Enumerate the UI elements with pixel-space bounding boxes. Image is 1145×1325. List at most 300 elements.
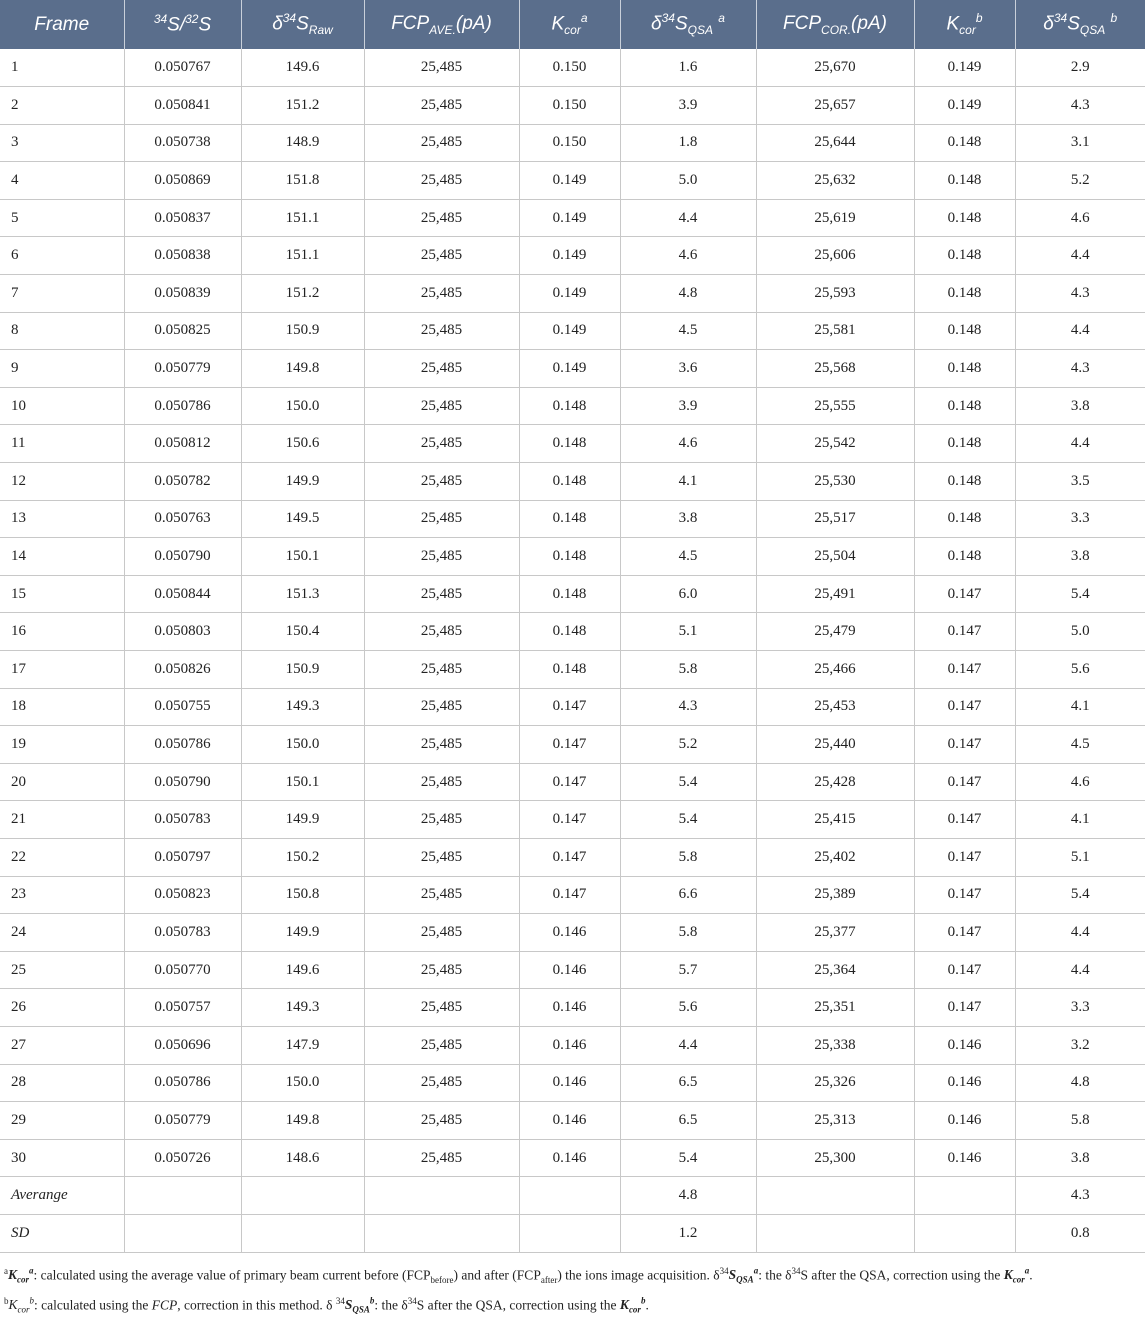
table-cell: 0.050823: [124, 876, 241, 914]
table-cell: 22: [0, 838, 124, 876]
table-cell: 4.4: [1015, 914, 1145, 952]
table-cell: 0.147: [519, 726, 620, 764]
table-cell: 151.1: [241, 199, 364, 237]
table-cell: 0.050790: [124, 538, 241, 576]
table-cell: 0.050803: [124, 613, 241, 651]
table-cell: 151.8: [241, 162, 364, 200]
table-cell: 5.6: [620, 989, 756, 1027]
table-cell: 25,485: [364, 87, 519, 125]
table-cell: 11: [0, 425, 124, 463]
table-cell: 149.5: [241, 500, 364, 538]
table-cell: 0.148: [914, 237, 1015, 275]
table-cell: 7: [0, 275, 124, 313]
table-cell: 4.5: [1015, 726, 1145, 764]
table-cell: 150.2: [241, 838, 364, 876]
table-cell: 4.5: [620, 312, 756, 350]
table-cell: 25,485: [364, 312, 519, 350]
table-cell: 25,389: [756, 876, 914, 914]
table-cell: 0.148: [519, 538, 620, 576]
table-cell: 0.149: [519, 199, 620, 237]
table-cell: 25,485: [364, 914, 519, 952]
table-row: [0, 538, 1145, 576]
table-cell: 25,485: [364, 162, 519, 200]
table-cell: 25,485: [364, 876, 519, 914]
table-cell: 0.148: [914, 312, 1015, 350]
table-row: [0, 312, 1145, 350]
table-cell: [241, 1214, 364, 1252]
table-cell: 148.9: [241, 124, 364, 162]
table-cell: 16: [0, 613, 124, 651]
table-cell: 0.147: [914, 651, 1015, 689]
table-cell: 0.148: [519, 463, 620, 501]
table-row: [0, 838, 1145, 876]
table-cell: 4.4: [620, 1026, 756, 1064]
table-cell: 149.6: [241, 951, 364, 989]
table-cell: 0.147: [519, 801, 620, 839]
table-cell: 5.1: [620, 613, 756, 651]
table-row: [0, 876, 1145, 914]
table-cell: 25,657: [756, 87, 914, 125]
table-cell: 3.8: [1015, 1139, 1145, 1177]
table-cell: 0.050797: [124, 838, 241, 876]
table-cell: 0.147: [519, 838, 620, 876]
table-cell: [364, 1214, 519, 1252]
table-cell: 150.0: [241, 1064, 364, 1102]
table-cell: 2.9: [1015, 49, 1145, 87]
table-cell: 0.050770: [124, 951, 241, 989]
table-cell: 149.6: [241, 49, 364, 87]
header-row: [0, 0, 1145, 49]
table-row: [0, 162, 1145, 200]
table-cell: 0.149: [519, 312, 620, 350]
table-cell: 0.050757: [124, 989, 241, 1027]
table-row: [0, 1102, 1145, 1140]
table-cell: 25,485: [364, 1026, 519, 1064]
table-cell: [756, 1177, 914, 1215]
table-cell: 3.2: [1015, 1026, 1145, 1064]
table-cell: 4: [0, 162, 124, 200]
table-cell: [914, 1214, 1015, 1252]
table-cell: 1.6: [620, 49, 756, 87]
table-cell: [241, 1177, 364, 1215]
table-cell: 5.4: [620, 801, 756, 839]
table-cell: 0.148: [914, 463, 1015, 501]
table-cell: 0.146: [519, 951, 620, 989]
table-cell: 4.3: [1015, 1177, 1145, 1215]
table-row: [0, 350, 1145, 388]
table-cell: 4.8: [620, 1177, 756, 1215]
table-cell: 150.4: [241, 613, 364, 651]
table-cell: 0.146: [519, 1102, 620, 1140]
table-cell: 15: [0, 575, 124, 613]
header-fcp-ave: $FCP_{AVE.}(pA)$: [364, 0, 519, 49]
table-row: [0, 801, 1145, 839]
table-cell: 150.0: [241, 726, 364, 764]
header-d34s-raw: $\delta^{34}S_{Raw}$: [241, 0, 364, 49]
table-row: [0, 87, 1145, 125]
table-cell: 25,485: [364, 237, 519, 275]
table-cell: 25,466: [756, 651, 914, 689]
table-cell: 0.147: [914, 801, 1015, 839]
table-cell: 0.050838: [124, 237, 241, 275]
table-cell: 0.050825: [124, 312, 241, 350]
table-cell: 25,402: [756, 838, 914, 876]
table-cell: 4.3: [1015, 87, 1145, 125]
table-cell: 6: [0, 237, 124, 275]
header-kcor-b: $K_{cor}^b$: [914, 0, 1015, 49]
table-cell: 0.146: [519, 914, 620, 952]
table-cell: 0.149: [914, 87, 1015, 125]
table-cell: 0.146: [519, 1064, 620, 1102]
table-row: [0, 951, 1145, 989]
table-cell: 3.3: [1015, 989, 1145, 1027]
table-cell: 150.1: [241, 538, 364, 576]
table-cell: 4.6: [1015, 763, 1145, 801]
table-cell: 6.6: [620, 876, 756, 914]
table-cell: 150.8: [241, 876, 364, 914]
table-cell: 5.0: [620, 162, 756, 200]
table-cell: 25,313: [756, 1102, 914, 1140]
header-fcp-cor: $FCP_{COR.}(pA)$: [756, 0, 914, 49]
table-cell: 25,632: [756, 162, 914, 200]
table-cell: 9: [0, 350, 124, 388]
table-cell: 25,530: [756, 463, 914, 501]
table-cell: 3.1: [1015, 124, 1145, 162]
table-cell: 0.050837: [124, 199, 241, 237]
table-body: [0, 49, 1145, 1252]
table-cell: 25,485: [364, 763, 519, 801]
table-cell: 0.050783: [124, 914, 241, 952]
table-cell: 0.149: [914, 49, 1015, 87]
table-cell: 3.9: [620, 87, 756, 125]
table-cell: 3.8: [1015, 387, 1145, 425]
table-cell: 14: [0, 538, 124, 576]
table-cell: 0.147: [914, 838, 1015, 876]
table-cell: 25,485: [364, 1139, 519, 1177]
table-cell: 150.0: [241, 387, 364, 425]
table-cell: 0.149: [519, 237, 620, 275]
table-cell: 0.147: [914, 726, 1015, 764]
table-cell: 5.8: [620, 651, 756, 689]
table-cell: 0.148: [519, 387, 620, 425]
table-cell: 0.147: [914, 688, 1015, 726]
table-cell: 13: [0, 500, 124, 538]
table-cell: 4.3: [1015, 275, 1145, 313]
table-cell: 6.5: [620, 1064, 756, 1102]
table-cell: 25,485: [364, 838, 519, 876]
table-cell: 4.4: [1015, 425, 1145, 463]
table-cell: 25,351: [756, 989, 914, 1027]
table-cell: [364, 1177, 519, 1215]
table-row: [0, 500, 1145, 538]
table-cell: 0.148: [914, 387, 1015, 425]
table-cell: 30: [0, 1139, 124, 1177]
table-cell: 150.6: [241, 425, 364, 463]
table-cell: 4.4: [1015, 951, 1145, 989]
table-cell: [124, 1177, 241, 1215]
table-cell: 149.8: [241, 350, 364, 388]
table-cell: 5.4: [620, 763, 756, 801]
table-cell: 0.147: [519, 688, 620, 726]
table-cell: 25,485: [364, 801, 519, 839]
table-cell: 0.050779: [124, 350, 241, 388]
table-cell: 4.6: [620, 425, 756, 463]
table-cell: 0.148: [914, 124, 1015, 162]
table-cell: [124, 1214, 241, 1252]
table-cell: 4.3: [620, 688, 756, 726]
table-cell: 4.6: [1015, 199, 1145, 237]
table-cell: 0.050755: [124, 688, 241, 726]
table-cell: 5.4: [1015, 575, 1145, 613]
table-cell: 4.4: [1015, 312, 1145, 350]
table-cell: 0.147: [914, 914, 1015, 952]
table-cell: 151.2: [241, 275, 364, 313]
table-cell: 0.149: [519, 275, 620, 313]
table-cell: 3.3: [1015, 500, 1145, 538]
table-cell: 4.8: [1015, 1064, 1145, 1102]
table-cell: 29: [0, 1102, 124, 1140]
table-cell: 0.050767: [124, 49, 241, 87]
table-row: [0, 275, 1145, 313]
table-cell: 17: [0, 651, 124, 689]
table-cell: 150.9: [241, 312, 364, 350]
table-row: [0, 425, 1145, 463]
table-cell: 25,428: [756, 763, 914, 801]
table-row: [0, 688, 1145, 726]
table-cell: 0.050844: [124, 575, 241, 613]
table-cell: 25,670: [756, 49, 914, 87]
table-row: [0, 1139, 1145, 1177]
table-row: [0, 914, 1145, 952]
table-cell: 25,485: [364, 651, 519, 689]
table-cell: 25,485: [364, 463, 519, 501]
table-row: [0, 613, 1145, 651]
table-cell: 25,479: [756, 613, 914, 651]
table-cell: 25,619: [756, 199, 914, 237]
table-cell: SD: [0, 1214, 124, 1252]
table-cell: 25,581: [756, 312, 914, 350]
table-cell: 5.1: [1015, 838, 1145, 876]
table-cell: 0.050826: [124, 651, 241, 689]
table-cell: 3.8: [1015, 538, 1145, 576]
table-cell: 5.8: [1015, 1102, 1145, 1140]
table-cell: 25,555: [756, 387, 914, 425]
header-ratio: $^{34}$S/$^{32}$S: [124, 0, 241, 49]
table-cell: 149.8: [241, 1102, 364, 1140]
table-cell: 25,326: [756, 1064, 914, 1102]
table-cell: 1.8: [620, 124, 756, 162]
table-cell: 25,504: [756, 538, 914, 576]
table-cell: 0.149: [519, 162, 620, 200]
table-cell: 25,485: [364, 275, 519, 313]
table-cell: 0.148: [914, 350, 1015, 388]
table-cell: 1.2: [620, 1214, 756, 1252]
table-cell: 0.148: [519, 500, 620, 538]
table-cell: 3: [0, 124, 124, 162]
table-cell: 0.148: [519, 613, 620, 651]
table-cell: 0.050786: [124, 1064, 241, 1102]
table-cell: [914, 1177, 1015, 1215]
table-cell: 150.9: [241, 651, 364, 689]
table-cell: 151.3: [241, 575, 364, 613]
table-cell: 25,491: [756, 575, 914, 613]
table-cell: 25,485: [364, 1064, 519, 1102]
table-cell: 0.050839: [124, 275, 241, 313]
table-cell: 0.050790: [124, 763, 241, 801]
table-cell: 0.148: [914, 425, 1015, 463]
header-d34s-qsa-b: $\delta^{34}S_{QSA}$ $^b$: [1015, 0, 1145, 49]
table-cell: 25,485: [364, 613, 519, 651]
table-cell: 149.9: [241, 463, 364, 501]
table-cell: 150.1: [241, 763, 364, 801]
table-cell: 3.5: [1015, 463, 1145, 501]
table-cell: 12: [0, 463, 124, 501]
table-cell: 0.148: [914, 500, 1015, 538]
table-row: [0, 726, 1145, 764]
table-cell: 25,593: [756, 275, 914, 313]
table-cell: 5.8: [620, 838, 756, 876]
table-cell: 25,542: [756, 425, 914, 463]
table-cell: 25,485: [364, 951, 519, 989]
table-cell: 151.2: [241, 87, 364, 125]
table-cell: 25,485: [364, 538, 519, 576]
header-kcor-a: $K_{cor}^a$: [519, 0, 620, 49]
table-cell: 4.3: [1015, 350, 1145, 388]
table-cell: 0.8: [1015, 1214, 1145, 1252]
table-cell: 5.7: [620, 951, 756, 989]
table-cell: 0.148: [519, 425, 620, 463]
table-row: [0, 651, 1145, 689]
table-cell: 149.9: [241, 801, 364, 839]
table-cell: [519, 1177, 620, 1215]
table-row: [0, 124, 1145, 162]
table-cell: 0.147: [914, 763, 1015, 801]
header-d34s-qsa-a: $\delta^{34}S_{QSA}$ $^a$: [620, 0, 756, 49]
table-cell: 25,568: [756, 350, 914, 388]
table-cell: 25,517: [756, 500, 914, 538]
table-cell: 0.148: [914, 162, 1015, 200]
table-cell: 25,485: [364, 124, 519, 162]
table-cell: 25,485: [364, 425, 519, 463]
footnote-b: $^bK_{cor}^b$: calculated using the FCP, correction in this method. δ $^{34}S_{QSA}^b$: the $\delta^{34}S$ after the QSA, correction using the $K_{cor}^b$.: [4, 1295, 649, 1315]
table-cell: [519, 1214, 620, 1252]
table-cell: 3.9: [620, 387, 756, 425]
table-cell: 0.050783: [124, 801, 241, 839]
table-cell: 0.050726: [124, 1139, 241, 1177]
table-cell: 5.4: [620, 1139, 756, 1177]
table-cell: 0.050786: [124, 387, 241, 425]
table-cell: 3.8: [620, 500, 756, 538]
table-cell: 5.8: [620, 914, 756, 952]
footnote-a: $^aK_{cor}^a$: calculated using the average value of primary beam current before $(FCP_{before})$ and after $(FCP_{after})$ the ions image acquisition. $\delta^{34}S_{QSA}^a$: the $\delta^{34}S$ after the QSA, correction using the $K_{cor}^a$.: [4, 1265, 1033, 1285]
table-cell: 5.4: [1015, 876, 1145, 914]
table-cell: 149.3: [241, 989, 364, 1027]
table-cell: 4.4: [620, 199, 756, 237]
table-cell: 0.148: [914, 275, 1015, 313]
table-cell: 25,485: [364, 1102, 519, 1140]
table-cell: 0.146: [914, 1026, 1015, 1064]
table-cell: 6.0: [620, 575, 756, 613]
table-cell: 5.2: [620, 726, 756, 764]
table-cell: 0.146: [914, 1064, 1015, 1102]
table-cell: 21: [0, 801, 124, 839]
table-cell: 18: [0, 688, 124, 726]
table-cell: 10: [0, 387, 124, 425]
table-cell: 148.6: [241, 1139, 364, 1177]
table-cell: 0.148: [519, 575, 620, 613]
table-cell: 8: [0, 312, 124, 350]
table-cell: 25,485: [364, 575, 519, 613]
table-cell: 4.6: [620, 237, 756, 275]
table-cell: 25,364: [756, 951, 914, 989]
table-cell: 0.147: [914, 575, 1015, 613]
table-cell: 0.148: [914, 199, 1015, 237]
table-cell: 4.4: [1015, 237, 1145, 275]
table-cell: 25,453: [756, 688, 914, 726]
table-cell: [756, 1214, 914, 1252]
table-cell: 0.147: [914, 613, 1015, 651]
table-cell: 25,338: [756, 1026, 914, 1064]
table-cell: 6.5: [620, 1102, 756, 1140]
header-frame: Frame: [0, 0, 124, 49]
table-cell: 25,485: [364, 726, 519, 764]
table-cell: 0.147: [914, 876, 1015, 914]
table-cell: 25,377: [756, 914, 914, 952]
table-row: [0, 1064, 1145, 1102]
table-cell: 25,485: [364, 350, 519, 388]
table-cell: 5.2: [1015, 162, 1145, 200]
table-cell: 4.1: [1015, 801, 1145, 839]
table-cell: 0.050782: [124, 463, 241, 501]
table-cell: 27: [0, 1026, 124, 1064]
table-cell: 5: [0, 199, 124, 237]
table-cell: 0.150: [519, 87, 620, 125]
table-cell: 0.148: [914, 538, 1015, 576]
table-cell: 19: [0, 726, 124, 764]
table-cell: 0.149: [519, 350, 620, 388]
table-cell: 0.050738: [124, 124, 241, 162]
table-cell: 25,644: [756, 124, 914, 162]
table-cell: 25,485: [364, 500, 519, 538]
table-cell: 151.1: [241, 237, 364, 275]
table-cell: 0.050779: [124, 1102, 241, 1140]
table-row: [0, 387, 1145, 425]
table-cell: 0.050841: [124, 87, 241, 125]
table-row: [0, 989, 1145, 1027]
table-cell: 0.150: [519, 49, 620, 87]
table-cell: 149.3: [241, 688, 364, 726]
table-cell: 0.050869: [124, 162, 241, 200]
table-cell: 0.147: [519, 763, 620, 801]
table-cell: 28: [0, 1064, 124, 1102]
table-cell: 4.8: [620, 275, 756, 313]
table-cell: 147.9: [241, 1026, 364, 1064]
table-row: [0, 237, 1145, 275]
table-row: [0, 1026, 1145, 1064]
table-cell: 0.050786: [124, 726, 241, 764]
table-cell: 23: [0, 876, 124, 914]
table-cell: 1: [0, 49, 124, 87]
footnotes: [0, 1253, 1145, 1321]
table-cell: 25,485: [364, 387, 519, 425]
table-cell: 0.146: [914, 1139, 1015, 1177]
table-cell: 25,485: [364, 989, 519, 1027]
summary-row: [0, 1214, 1145, 1252]
table-cell: 0.150: [519, 124, 620, 162]
table-cell: 4.5: [620, 538, 756, 576]
table-cell: 0.146: [519, 989, 620, 1027]
table-cell: 0.147: [914, 951, 1015, 989]
